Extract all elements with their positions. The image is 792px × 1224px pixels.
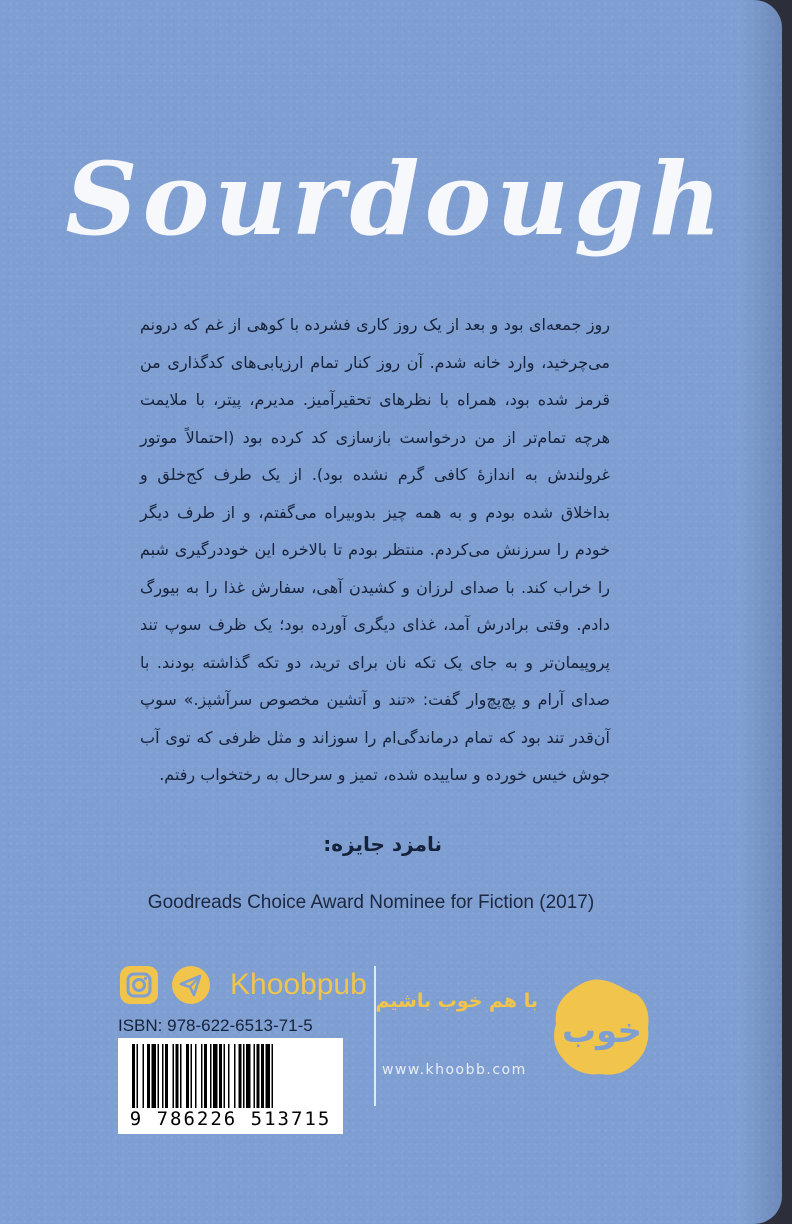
barcode-bar: [180, 1044, 182, 1108]
blurb-text: روز جمعه‌ای بود و بعد از یک روز کاری فشرده با کوهی از غم که درونم می‌چرخید، وارد خانه شدم. آن روز کنار تمام ارزیابی‌های کدگذاری من قرمز شده بود، همراه با نظرهای تحقیرآمیز. مدیرم، پیتر، با ملایمت هرچه تمام‌تر از من درخواست بازسازی کد کرده بود (احتمالاً موتور غرولندش به اندازهٔ کافی گرم نشده بود). از یک طرف کج‌خلق و بداخلاق شده بودم و به همه چیز بدوبیراه می‌گفتم، و از طرف دیگر خودم را سرزنش می‌کردم. منتظر بودم تا بالاخره این خوددرگیری شبم را خراب کند. با صدای لرزان و کشیدن آهی، سفارش غذا را به بیورگ دادم. وقتی برادرش آمد، غذای دیگری آورده بود؛ یک ظرف سوپ تند پروپیمان‌تر و به جای یک تکه نان برای ترید، دو تکه گذاشته بودند. با صدای آرام و پچ‌پچ‌وار گفت: «تند و آتشین مخصوص سرآشپز.» سوپ آن‌قدر تند بود که تمام درماندگی‌ام را سوزاند و مثل ظرفی که توی آب جوش خیس خورده و ساییده شده، تمیز و سرحال به رختخواب رفتم.: [140, 315, 610, 784]
barcode-bar: [224, 1044, 226, 1108]
barcode: [118, 1038, 343, 1134]
instagram-icon: [120, 966, 158, 1004]
barcode-bar: [219, 1044, 222, 1108]
barcode-bar: [147, 1044, 150, 1108]
isbn-text: ISBN: 978-622-6513-71-5: [118, 1016, 313, 1035]
barcode-bar: [257, 1044, 260, 1108]
barcode-bar: [234, 1044, 236, 1108]
telegram-icon: [172, 966, 210, 1004]
barcode-bar: [228, 1044, 230, 1108]
barcode-bar: [158, 1044, 160, 1108]
barcode-bar: [243, 1044, 245, 1108]
publisher-handle: Khoobpub: [230, 968, 367, 1001]
barcode-bar: [246, 1044, 251, 1108]
barcode-bar: [173, 1044, 175, 1108]
barcode-bar: [152, 1044, 157, 1108]
barcode-bar: [266, 1044, 271, 1108]
barcode-bar: [201, 1044, 203, 1108]
book-title: Sourdough: [65, 140, 727, 258]
barcode-bar: [186, 1044, 189, 1108]
barcode-bar: [272, 1044, 274, 1108]
award-label: نامزد جایزه:: [323, 832, 442, 856]
divider: [374, 966, 376, 1106]
barcode-bar: [239, 1044, 242, 1108]
barcode-bar: [137, 1044, 139, 1108]
barcode-bar: [261, 1044, 264, 1108]
barcode-bar: [213, 1044, 218, 1108]
barcode-bar: [162, 1044, 164, 1108]
barcode-bar: [254, 1044, 256, 1108]
barcode-bar: [165, 1044, 168, 1108]
barcode-bar: [132, 1044, 135, 1108]
barcode-bar: [195, 1044, 197, 1108]
barcode-bar: [143, 1044, 145, 1108]
barcode-bar: [191, 1044, 193, 1108]
barcode-bars: [132, 1044, 329, 1108]
barcode-bar: [204, 1044, 207, 1108]
barcode-bar: [176, 1044, 179, 1108]
publisher-website: www.khoobb.com: [382, 1062, 527, 1078]
publisher-logo: [550, 976, 654, 1080]
logo-text: خوب: [562, 1011, 642, 1051]
barcode-bar: [210, 1044, 212, 1108]
publisher-slogan: با هم خوب باشیم: [375, 990, 538, 1012]
barcode-digits: 9 786226 513715: [129, 1108, 332, 1130]
award-nomination: Goodreads Choice Award Nominee for Fiction (2017): [147, 892, 595, 913]
